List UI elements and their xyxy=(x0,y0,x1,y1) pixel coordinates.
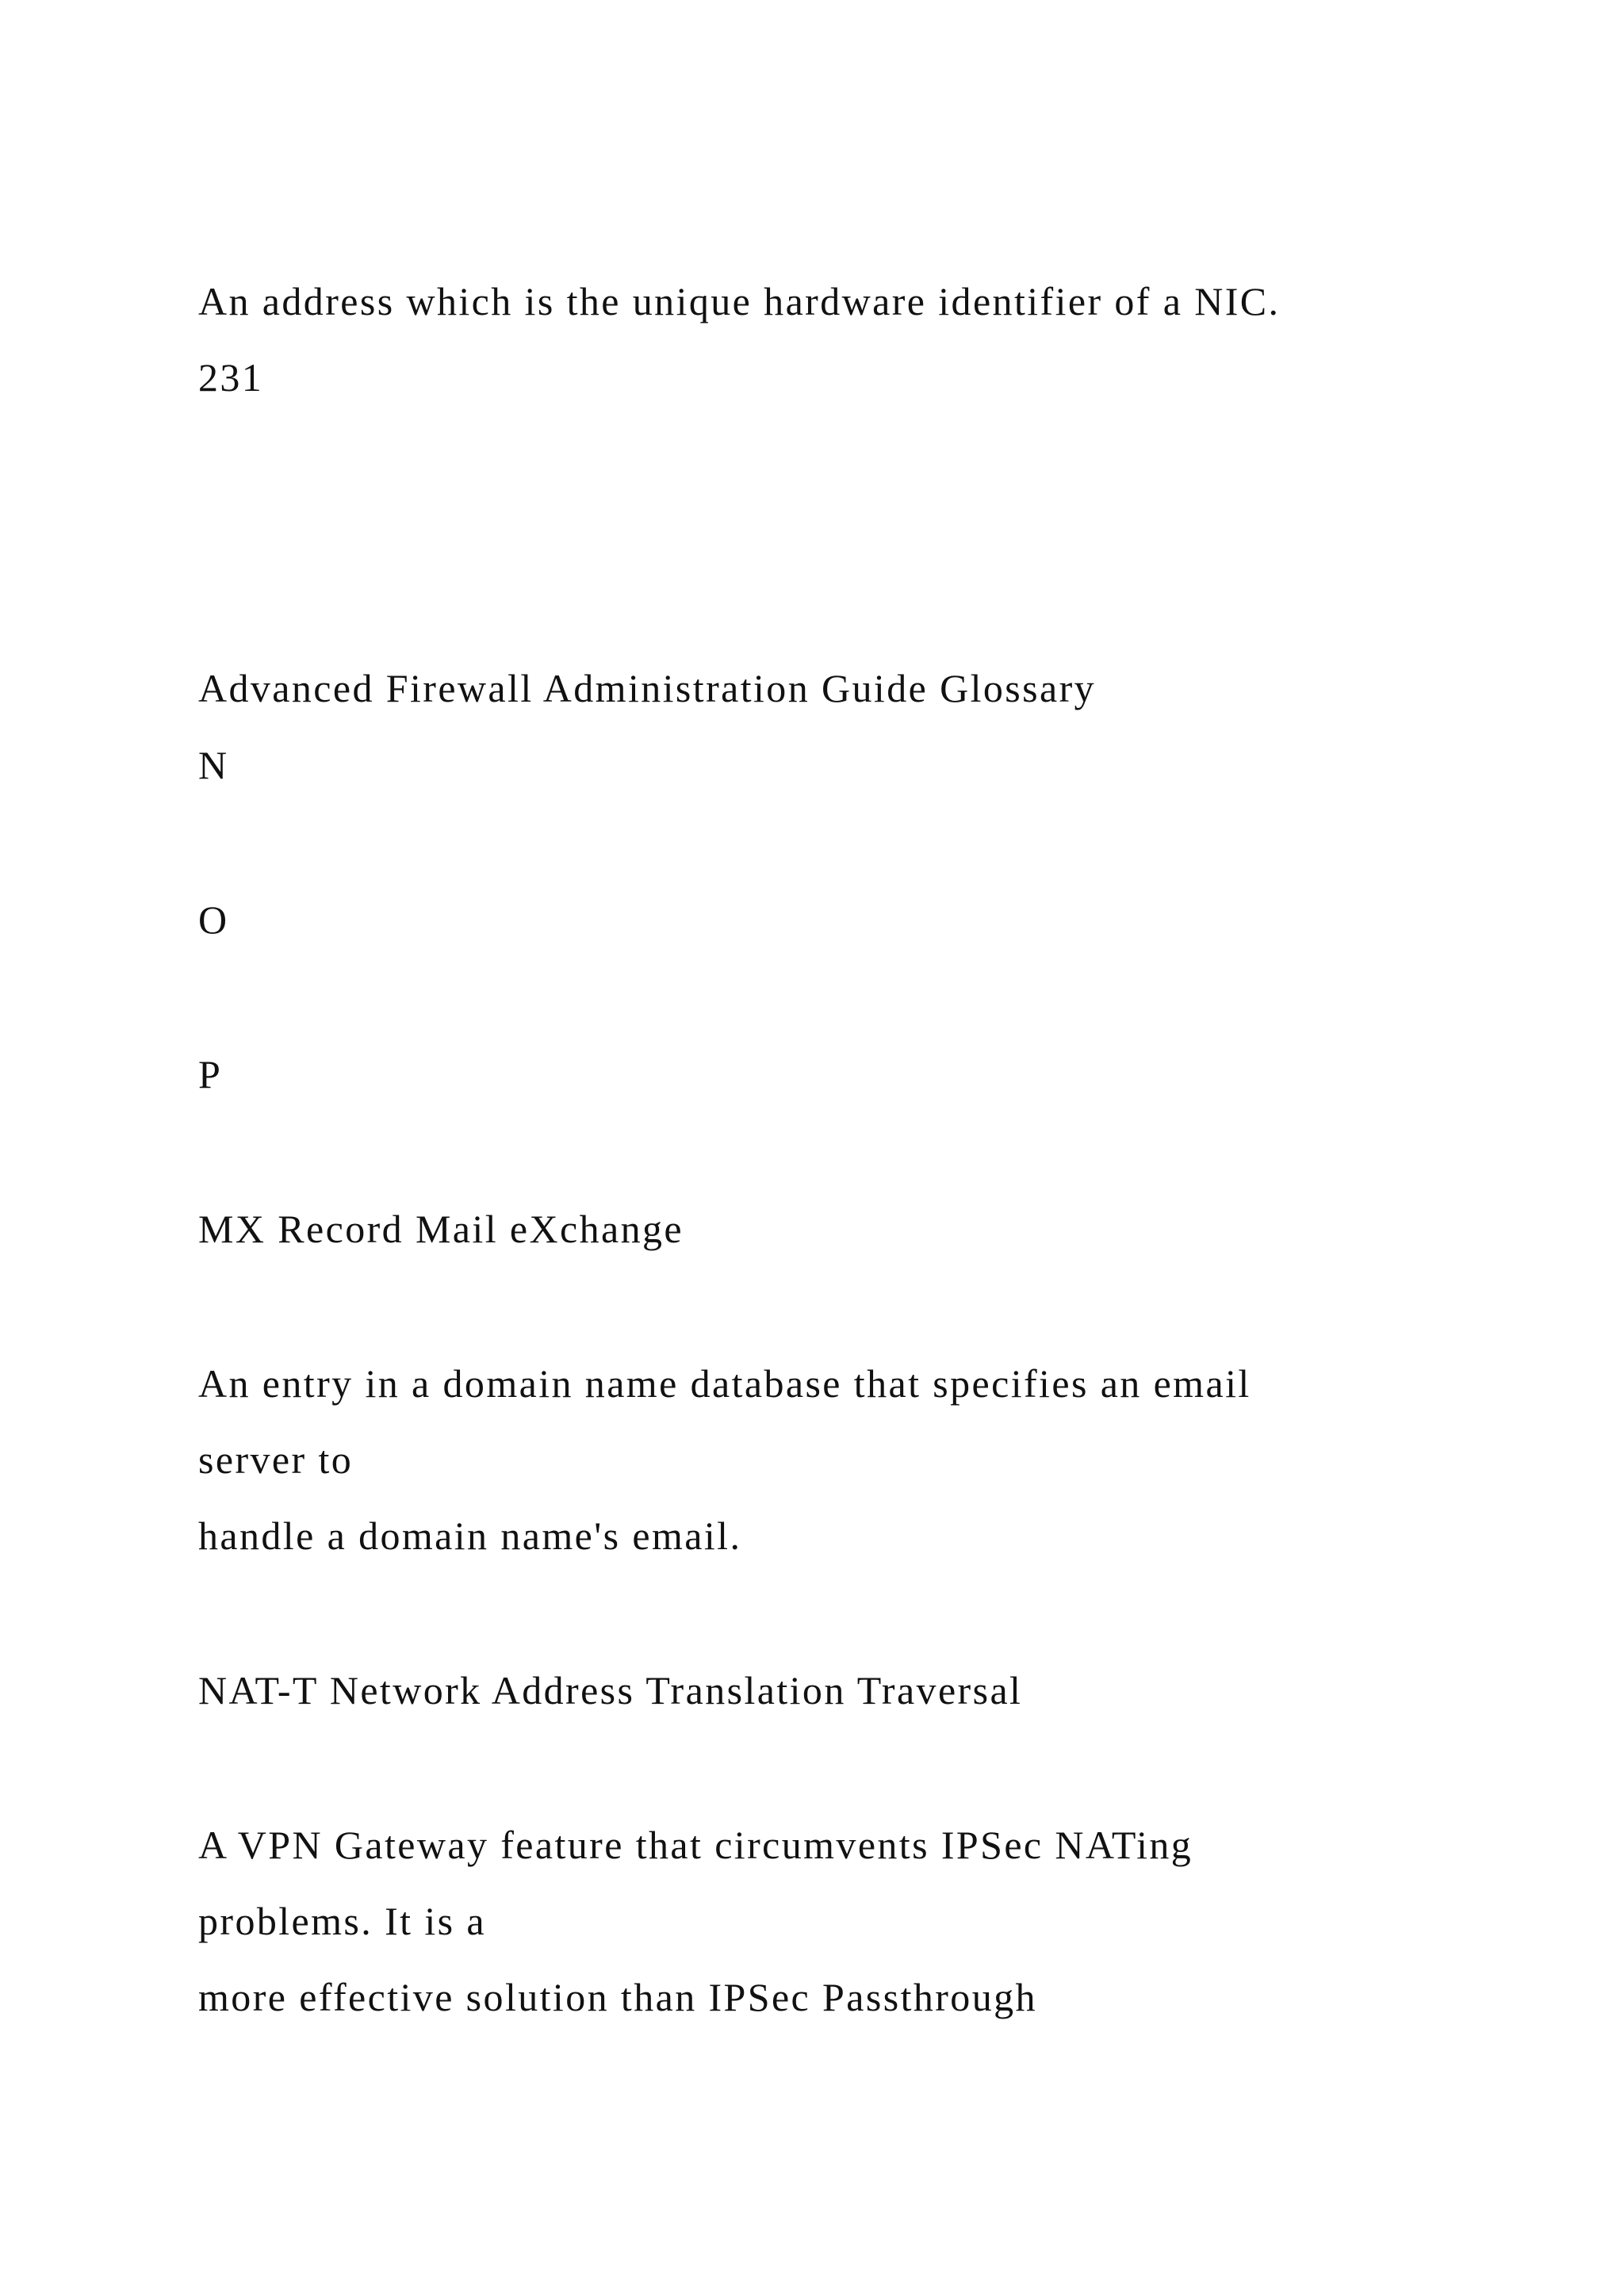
glossary-term: MX Record Mail eXchange xyxy=(198,1207,684,1251)
definition-text: An address which is the unique hardware identifier of a NIC. xyxy=(198,279,1281,323)
section-letter-o: O xyxy=(198,897,229,942)
definition-line: more effective solution than IPSec Passthrough xyxy=(198,1975,1037,2019)
section-letter-p: P xyxy=(198,1052,223,1096)
definition-line: An entry in a domain name database that specifies an email xyxy=(198,1361,1251,1406)
running-header: Advanced Firewall Administration Guide Glossary xyxy=(198,666,1097,710)
section-letter-n: N xyxy=(198,743,229,787)
page-number: 231 xyxy=(198,355,264,400)
definition-line: server to xyxy=(198,1437,354,1482)
glossary-term: NAT-T Network Address Translation Traversal xyxy=(198,1668,1023,1712)
definition-line: problems. It is a xyxy=(198,1899,486,1943)
definition-line: handle a domain name's email. xyxy=(198,1513,742,1558)
definition-line: A VPN Gateway feature that circumvents IPSec NATing xyxy=(198,1823,1193,1867)
